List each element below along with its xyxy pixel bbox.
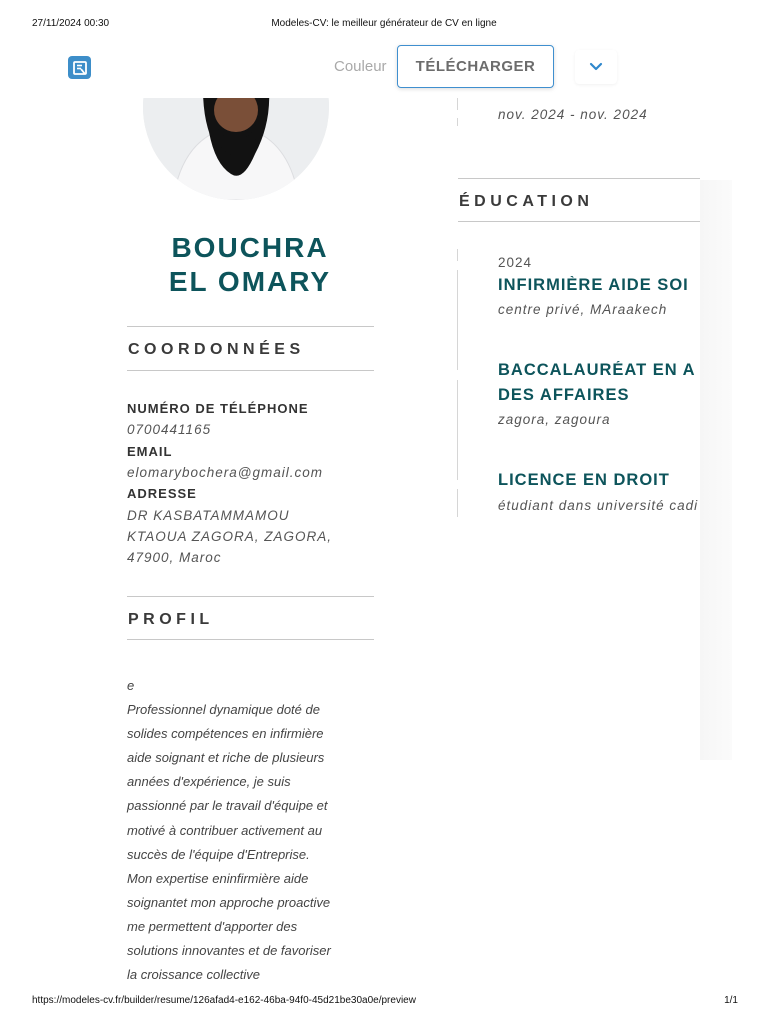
profile-line: années d'expérience, je suis xyxy=(127,774,291,790)
timeline-line xyxy=(457,489,458,517)
profile-line: Professionnel dynamique doté de xyxy=(127,702,320,718)
profile-line: la croissance collective xyxy=(127,967,260,983)
profile-line: Mon expertise eninfirmière aide xyxy=(127,870,309,886)
address-label: ADRESSE xyxy=(127,486,197,501)
chevron-down-icon xyxy=(589,62,603,72)
print-url: https://modeles-cv.fr/builder/resume/126afad4-e162-46ba-94f0-45d21be30a0e/preview xyxy=(32,995,416,1006)
profile-line: passionné par le travail d'équipe et xyxy=(127,798,328,814)
timeline-line xyxy=(457,249,458,261)
education-place: étudiant dans université cadi xyxy=(498,498,699,513)
divider xyxy=(458,178,700,179)
education-title: LICENCE EN DROIT xyxy=(498,471,670,489)
profile-line: soignantet mon approche proactive xyxy=(127,894,331,910)
print-datetime: 27/11/2024 00:30 xyxy=(32,18,110,29)
divider xyxy=(127,326,374,327)
divider xyxy=(127,639,374,640)
education-place: zagora, zagoura xyxy=(498,412,611,427)
print-footer xyxy=(0,995,768,1009)
timeline-line xyxy=(457,98,458,110)
education-year: 2024 xyxy=(498,255,533,270)
profile-line: motivé à contribuer activement au xyxy=(127,822,323,838)
phone-label: NUMÉRO DE TÉLÉPHONE xyxy=(127,401,309,416)
address-line: KTAOUA ZAGORA, ZAGORA, xyxy=(127,529,333,544)
timeline-line xyxy=(457,118,458,126)
education-place: centre privé, MAraakech xyxy=(498,302,668,317)
profile-line: succès de l'équipe d'Entreprise. xyxy=(127,846,310,862)
profile-line: e xyxy=(127,678,135,693)
education-title: BACCALAURÉAT EN A xyxy=(498,361,696,379)
education-title: DES AFFAIRES xyxy=(498,386,630,404)
app-logo-icon[interactable] xyxy=(68,56,91,79)
print-header xyxy=(0,18,768,32)
experience-date: nov. 2024 - nov. 2024 xyxy=(498,107,648,122)
email-value: elomarybochera@gmail.com xyxy=(127,465,324,480)
section-title-education: ÉDUCATION xyxy=(459,193,594,210)
divider xyxy=(127,596,374,597)
section-title-profile: PROFIL xyxy=(128,611,214,628)
education-title: INFIRMIÈRE AIDE SOI xyxy=(498,276,689,294)
profile-line: me permettent d'apporter des xyxy=(127,918,298,934)
timeline-line xyxy=(457,270,458,370)
first-name: BOUCHRA xyxy=(171,232,329,263)
divider xyxy=(458,221,700,222)
address-line: DR KASBATAMMAMOU xyxy=(127,508,290,523)
download-button[interactable]: TÉLÉCHARGER xyxy=(397,45,554,88)
color-picker-button[interactable]: Couleur xyxy=(334,58,387,75)
timeline-line xyxy=(457,380,458,480)
profile-summary xyxy=(127,674,367,987)
divider xyxy=(127,370,374,371)
address-line: 47900, Maroc xyxy=(127,550,222,565)
last-name: EL OMARY xyxy=(168,266,332,297)
section-title-contact: COORDONNÉES xyxy=(128,341,305,358)
print-page-number: 1/1 xyxy=(724,995,738,1006)
profile-line: solides compétences en infirmière xyxy=(127,726,324,742)
phone-value: 0700441165 xyxy=(127,422,212,437)
page-edge-shadow xyxy=(700,180,732,760)
download-options-dropdown[interactable] xyxy=(575,50,617,84)
profile-line: solutions innovantes et de favoriser xyxy=(127,943,331,959)
profile-photo xyxy=(143,98,329,200)
print-page-title: Modeles-CV: le meilleur générateur de CV en ligne xyxy=(271,18,497,29)
email-label: EMAIL xyxy=(127,444,173,459)
profile-line: aide soignant et riche de plusieurs xyxy=(127,750,325,766)
